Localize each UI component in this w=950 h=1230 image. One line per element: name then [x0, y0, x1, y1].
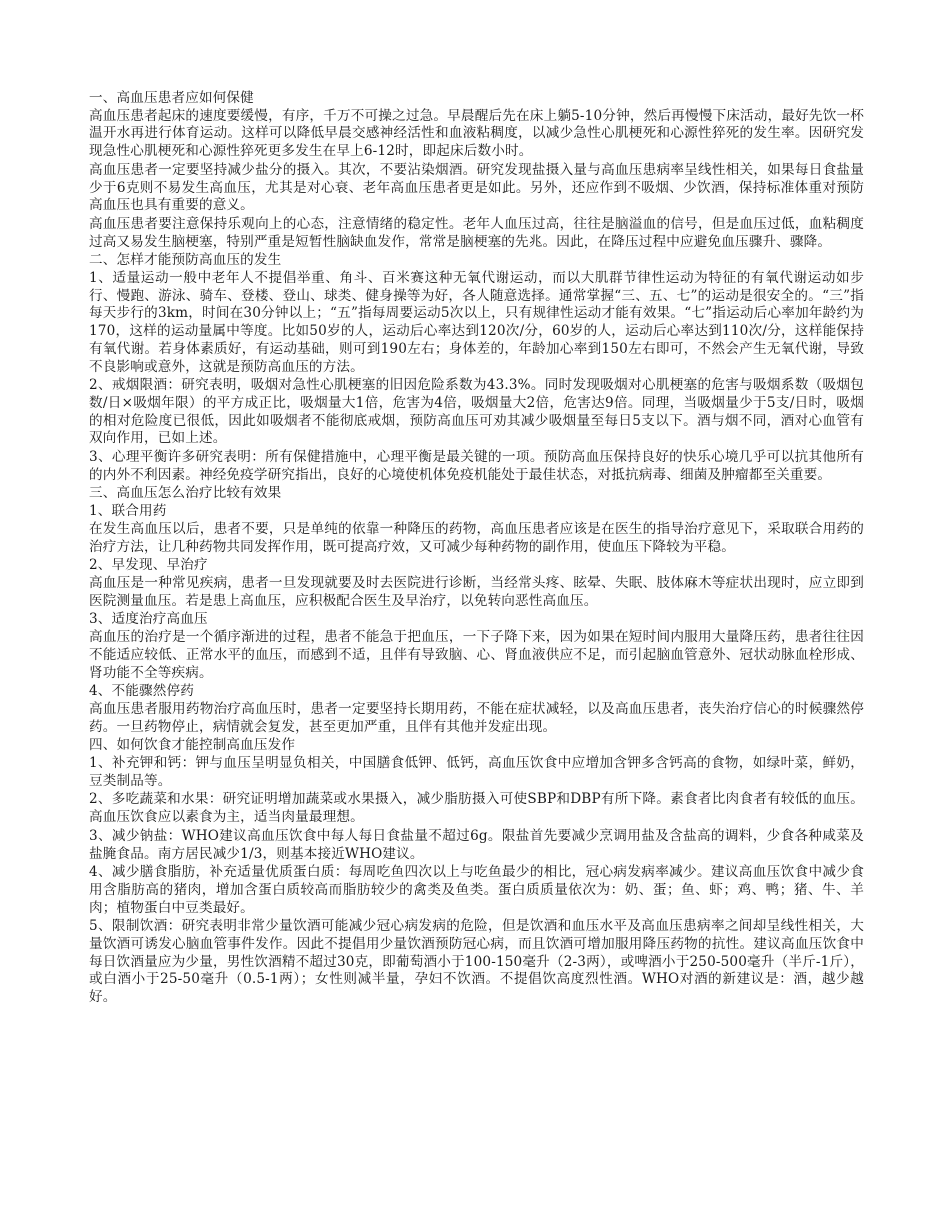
document-body	[89, 90, 864, 1008]
section-4-para-1: 1、补充钾和钙：钾与血压呈明显负相关，中国膳食低钾、低钙，高血压饮食中应增加含钾多含钙高的食物，如绿叶菜，鲜奶，豆类制品等。	[89, 755, 864, 789]
section-3-sub-4: 4、不能骤然停药	[89, 683, 195, 700]
section-3-heading: 三、高血压怎么治疗比较有效果	[89, 485, 282, 502]
section-3-sub-3: 3、适度治疗高血压	[89, 611, 208, 628]
section-2-para-1: 1、适量运动一般中老年人不提倡举重、角斗、百米赛这种无氧代谢运动，而以大肌群节律性运动为特征的有氧代谢运动如步行、慢跑、游泳、骑车、登楼、登山、球类、健身操等为好，各人随意选择。通常掌握“三、五、七”的运动是很安全的。“三”指每天步行的3km，时间在30分钟以上；“五”指每周要运动5次以上，只有规律性运动才能有效果。“七”指运动后心率加年龄约为170，这样的运动量属中等度。比如50岁的人，运动后心率达到120次/分，60岁的人，运动后心率达到110次/分，这样能保持有氧代谢。若身体素质好，有运动基础，则可到190左右；身体差的，年龄加心率到150左右即可，不然会产生无氧代谢，导致不良影响或意外，这就是预防高血压的方法。	[89, 270, 864, 375]
section-1-para-1: 高血压患者起床的速度要缓慢，有序，千万不可操之过急。早晨醒后先在床上躺5-10分钟，然后再慢慢下床活动，最好先饮一杯温开水再进行体育运动。这样可以降低早晨交感神经活性和血液粘稠度，以减少急性心肌梗死和心源性猝死的发生率。因研究发现急性心肌梗死和心源性猝死更多发生在早上6-12时，即起床后数小时。	[89, 107, 864, 160]
section-1-para-2: 高血压患者一定要坚持减少盐分的摄入。其次，不要沾染烟酒。研究发现盐摄入量与高血压患病率呈线性相关，如果每日食盐量少于6克则不易发生高血压，尤其是对心衰、老年高血压患者更是如此。另外，还应作到不吸烟、少饮酒，保持标准体重对预防高血压也具有重要的意义。	[89, 161, 864, 214]
section-4-para-5: 5、限制饮酒：研究表明非常少量饮酒可能减少冠心病发病的危险，但是饮酒和血压水平及高血压患病率之间却呈线性相关，大量饮酒可诱发心脑血管事件发作。因此不提倡用少量饮酒预防冠心病，而且饮酒可增加服用降压药物的抗性。建议高血压饮食中每日饮酒量应为少量，男性饮酒精不超过30克，即葡萄酒小于100-150毫升（2-3两），或啤酒小于250-500毫升（半斤-1斤），或白酒小于25-50毫升（0.5-1两）；女性则减半量，孕妇不饮酒。不提倡饮高度烈性酒。WHO对酒的新建议是：酒，越少越好。	[89, 918, 864, 1006]
section-4-para-3: 3、减少钠盐：WHO建议高血压饮食中每人每日食盐量不超过6g。限盐首先要减少烹调用盐及含盐高的调料，少食各种咸菜及盐腌食品。南方居民减少1/3，则基本接近WHO建议。	[89, 827, 864, 862]
section-1-heading: 一、高血压患者应如何保健	[89, 90, 254, 106]
section-2-para-2: 2、戒烟限酒：研究表明，吸烟对急性心肌梗塞的旧因危险系数为43.3%。同时发现吸烟对心肌梗塞的危害与吸烟系数（吸烟包数/日×吸烟年限）的平方成正比，吸烟量大1倍，危害为4倍，吸烟量大2倍，危害达9倍。同理，当吸烟量少于5支/日时，吸烟的相对危险度已很低，因此如吸烟者不能彻底戒烟，预防高血压可劝其减少吸烟量至每日5支以下。酒与烟不同，酒对心血管有双向作用，已如上述。	[89, 377, 864, 447]
section-4-para-4: 4、减少膳食脂肪，补充适量优质蛋白质：每周吃鱼四次以上与吃鱼最少的相比，冠心病发病率减少。建议高血压饮食中减少食用含脂肪高的猪肉，增加含蛋白质较高而脂肪较少的禽类及鱼类。蛋白质质量依次为：奶、蛋；鱼、虾；鸡、鸭；猪、牛、羊肉；植物蛋白中豆类最好。	[89, 864, 864, 916]
section-3-para-4: 高血压患者服用药物治疗高血压时，患者一定要坚持长期用药，不能在症状减轻，以及高血压患者，丧失治疗信心的时候骤然停药。一旦药物停止，病情就会复发，甚至更加严重，且伴有其他并发症出现。	[89, 700, 864, 735]
section-4-para-2: 2、多吃蔬菜和水果：研究证明增加蔬菜或水果摄入，减少脂肪摄入可使SBP和DBP有所下降。素食者比肉食者有较低的血压。高血压饮食应以素食为主，适当肉量最理想。	[89, 791, 864, 826]
section-3-para-1: 在发生高血压以后，患者不要，只是单纯的依靠一种降压的药物，高血压患者应该是在医生的指导治疗意见下，采取联合用药的治疗方法，让几种药物共同发挥作用，既可提高疗效，又可减少每种药物的副作用，使血压下降较为平稳。	[89, 520, 864, 555]
section-2-heading: 二、怎样才能预防高血压的发生	[89, 252, 282, 269]
section-2-para-3: 3、心理平衡许多研究表明：所有保健措施中，心理平衡是最关键的一项。预防高血压保持良好的快乐心境几乎可以抗其他所有的内外不利因素。神经免疫学研究指出，良好的心境使机体免疫机能处于最佳状态，对抵抗病毒、细菌及肿瘤都至关重要。	[89, 449, 864, 483]
section-3-sub-2: 2、早发现、早治疗	[89, 557, 208, 574]
section-3-para-3: 高血压的治疗是一个循序渐进的过程，患者不能急于把血压，一下子降下来，因为如果在短时间内服用大量降压药，患者往往因不能适应较低、正常水平的血压，而感到不适，且伴有导致脑、心、肾血液供应不足，而引起脑血管意外、冠状动脉血栓形成、肾功能不全等疾病。	[89, 629, 864, 681]
section-3-sub-1: 1、联合用药	[89, 503, 167, 520]
section-1-para-3: 高血压患者要注意保持乐观向上的心态，注意情绪的稳定性。老年人血压过高，往往是脑溢血的信号，但是血压过低，血粘稠度过高又易发生脑梗塞，特别严重是短暂性脑缺血发作，常常是脑梗塞的先兆。因此，在降压过程中应避免血压骤升、骤降。	[89, 215, 864, 250]
section-4-heading: 四、如何饮食才能控制高血压发作	[89, 737, 296, 754]
section-3-para-2: 高血压是一种常见疾病，患者一旦发现就要及时去医院进行诊断，当经常头疼、眩晕、失眠、肢体麻木等症状出现时，应立即到医院测量血压。若是患上高血压，应积极配合医生及早治疗，以免转向恶性高血压。	[89, 574, 864, 609]
